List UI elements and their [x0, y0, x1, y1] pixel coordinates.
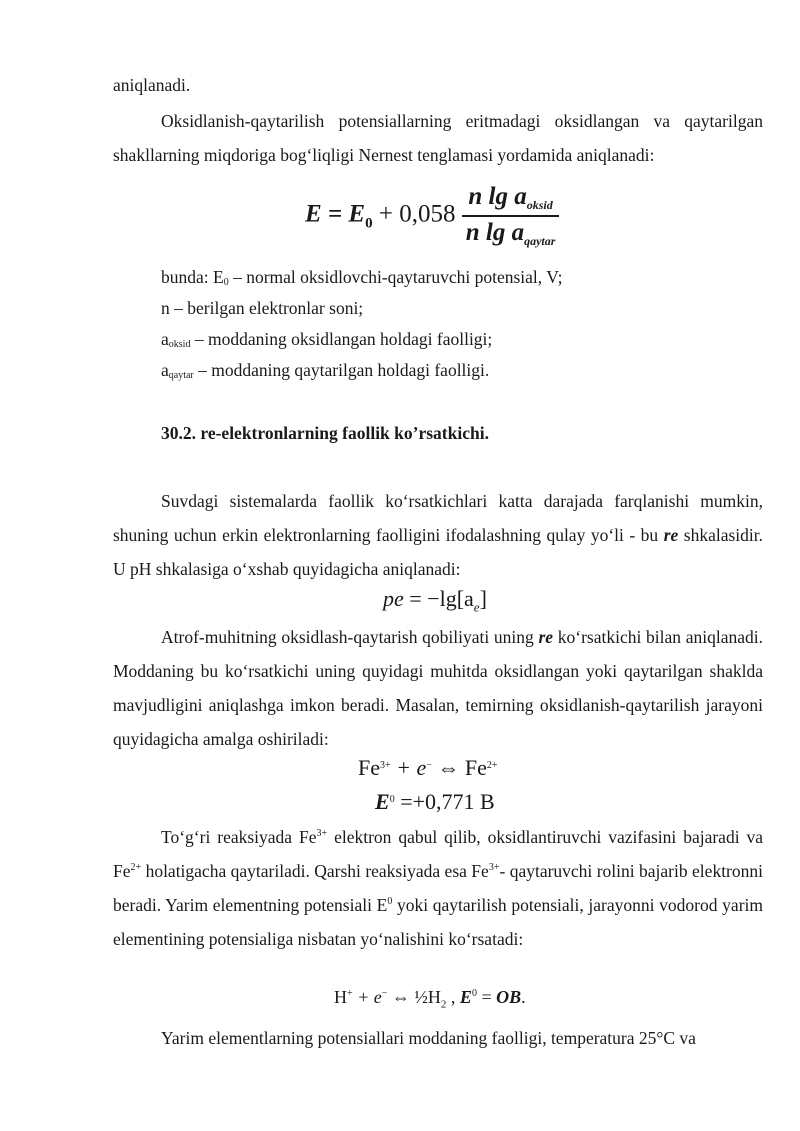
nernst-fraction: $\frac{n \lg a_{oksid}}{n \lg a_{qaytar}}$	[462, 183, 560, 249]
paragraph-re-indicator: Atrof-muhitning oksidlash-qaytarish qobiliyati uning re ko‘rsatkichi bilan aniqlanadi. Moddaning bu ko‘rsatkichi uning quyidagi muhitda oksidlangan yoki qaytarilgan shaklda mavjudligini aniqlashga imkon beradi. Masalan, temirning oksidlanish-qaytarilish jarayoni quyidagicha amalga oshiriladi:	[113, 627, 764, 749]
iron-reaction-equation: $Fe^{3+} + e^-$ ⇔ $Fe^{2+}$	[358, 755, 498, 780]
pe-equation: pe = $-\lg[a_e]$	[383, 586, 487, 615]
hydrogen-half-reaction: H+ + e− ⇔ $\frac{1}{2}H_2$ , $E^0$ = OB.	[334, 987, 526, 1011]
iron-potential-equation: $E^0 =+0,771$ B	[375, 789, 495, 814]
nernst-equation: $E = E_0 + 0,058$ $\frac{n \lg a_{oksid}}{n \lg a_{qaytar}}$	[305, 183, 559, 249]
definition-a-qaytar: $a_{qaytar}$ – moddaning qaytarilgan holdagi faolligi.	[161, 360, 490, 381]
definition-e0: bunda: $E_0$ – normal oksidlovchi-qaytaruvchi potensial, V;	[161, 267, 563, 288]
definition-n: n – berilgan elektronlar soni;	[161, 298, 364, 318]
paragraph-continuation	[113, 68, 763, 102]
section-heading: 30.2. re-elektronlarning faollik ko’rsatkichi.	[161, 423, 489, 443]
paragraph-nernst-intro	[113, 104, 763, 172]
paragraph-pe-intro: Suvdagi sistemalarda faollik ko‘rsatkichlari katta darajada farqlanishi mumkin, shuning uchun erkin elektronlarning faolligini ifodalashning qulay yo‘li - bu re shkalasidir. U pH shkalasiga o‘xshab quyidagicha aniqlanadi:	[113, 491, 763, 579]
paragraph-text: Oksidlanish-qaytarilish potensiallarning eritmadagi oksidlangan va qaytarilgan shakllarning miqdoriga bog‘liqligi Nernest tenglamasi yordamida aniqlanadi:	[113, 111, 763, 165]
paragraph-text: aniqlanadi.	[113, 75, 191, 95]
definition-a-oksid: $a_{oksid}$ – moddaning oksidlangan holdagi faolligi;	[161, 329, 493, 350]
paragraph-reaction-explanation: To‘g‘ri reaksiyada $Fe^{3+}$ elektron qabul qilib, oksidlantiruvchi vazifasini bajaradi va $Fe^{2+}$ holatigacha qaytariladi. Qarshi reaksiyada esa $Fe^{3+}-$ qaytaruvchi rolini bajarib elektronni beradi. Yarim elementning potensiali $E^0$ yoki qaytarilish potensiali, jarayonni vodorod yarim elementining potensialiga nisbatan yo‘nalishini ko‘rsatadi:	[113, 827, 764, 949]
paragraph-half-element: Yarim elementlarning potensiallari moddaning faolligi, temperatura 25°C va	[161, 1028, 696, 1048]
